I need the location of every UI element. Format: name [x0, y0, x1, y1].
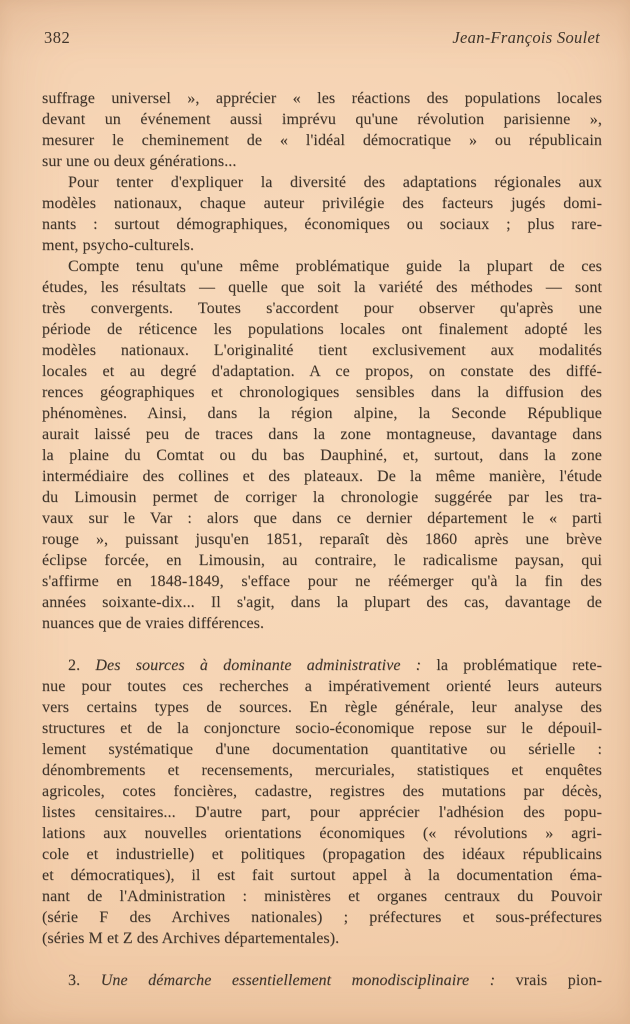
text-line: [42, 571, 602, 592]
page-number: 382: [44, 28, 71, 47]
text-segment: période de réticence les populations locales ont finalement adopté les: [42, 321, 602, 338]
text-line: [42, 886, 602, 907]
text-line: [42, 424, 602, 445]
text-segment: vrais pion-: [495, 972, 602, 989]
text-segment: listes censitaires... D'autre part, pour apprécier l'adhésion des popu-: [42, 804, 602, 821]
text-segment: et démocratiques), il est fait surtout appel à la documentation éma-: [42, 867, 602, 884]
text-line: [42, 802, 602, 823]
text-segment: du Limousin permet de corriger la chronologie suggérée par les tra-: [42, 489, 602, 506]
text-line: [42, 340, 602, 361]
page-header: [0, 0, 630, 48]
text-segment: études, les résultats — quelle que soit la variété des méthodes — sont: [42, 279, 602, 296]
text-segment: structures et de la conjoncture socio-économique repose sur le dépouil-: [42, 720, 602, 737]
text-segment: modèles nationaux, chaque auteur privilégie des facteurs jugés domi-: [42, 195, 602, 212]
text-line: [42, 88, 602, 109]
text-segment: dénombrements et recensements, mercuriales, statistiques et enquêtes: [42, 762, 602, 779]
text-line: [42, 550, 602, 571]
text-segment: (série F des Archives nationales) ; préfectures et sous-préfectures: [42, 909, 602, 926]
text-segment: aurait laissé peu de traces dans la zone montagneuse, davantage dans: [42, 426, 602, 443]
paragraph: [42, 172, 602, 256]
text-line: [42, 487, 602, 508]
text-segment: lations aux nouvelles orientations économiques (« révolutions » agri-: [42, 825, 602, 842]
paragraph: [42, 655, 602, 949]
text-line: [42, 655, 602, 676]
text-line: [42, 193, 602, 214]
text-line: [42, 109, 602, 130]
text-line: [42, 403, 602, 424]
text-line: [42, 382, 602, 403]
text-segment: nants : surtout démographiques, économiques ou sociaux ; plus rare-: [42, 216, 602, 233]
text-line: [42, 592, 602, 613]
text-line: [42, 970, 602, 991]
text-column: [42, 88, 602, 991]
text-line: [42, 781, 602, 802]
text-segment: Compte tenu qu'une même problématique guide la plupart de ces: [68, 258, 602, 275]
text-line: [42, 256, 602, 277]
paragraph: [42, 256, 602, 634]
text-line: [42, 172, 602, 193]
text-segment: 2.: [68, 657, 96, 674]
text-segment: devant un événement aussi imprévu qu'une révolution parisienne »,: [42, 111, 602, 128]
paragraph: [42, 970, 602, 991]
italic-text-segment: Des sources à dominante administrative :: [95, 657, 422, 674]
text-line: [42, 319, 602, 340]
text-segment: (séries M et Z des Archives départementales).: [42, 930, 340, 947]
text-segment: agricoles, cotes foncières, cadastre, registres des mutations par décès,: [42, 783, 602, 800]
text-line: [42, 361, 602, 382]
text-segment: 3.: [68, 972, 101, 989]
text-line: [42, 277, 602, 298]
text-line: [42, 613, 602, 634]
text-segment: lement systématique d'une documentation quantitative ou sérielle :: [42, 741, 602, 758]
text-segment: la problématique rete-: [421, 657, 602, 674]
text-line: [42, 298, 602, 319]
text-segment: mesurer le cheminement de « l'idéal démocratique » ou républicain: [42, 132, 602, 149]
text-line: [42, 823, 602, 844]
text-line: [42, 928, 602, 949]
text-line: [42, 508, 602, 529]
italic-text-segment: Une démarche essentiellement monodisciplinaire :: [100, 972, 496, 989]
text-segment: éclipse forcée, en Limousin, au contraire, le radicalisme paysan, qui: [42, 552, 602, 569]
text-segment: locales et au degré d'adaptation. A ce propos, on constate des diffé-: [42, 363, 602, 380]
text-segment: vers certains types de sources. En règle générale, leur analyse des: [42, 699, 602, 716]
text-line: [42, 151, 602, 172]
text-line: [42, 466, 602, 487]
paragraph: [42, 88, 602, 172]
text-segment: phénomènes. Ainsi, dans la région alpine, la Seconde République: [42, 405, 602, 422]
text-line: [42, 235, 602, 256]
text-segment: s'affirme en 1848-1849, s'efface pour ne réémerger qu'à la fin des: [42, 573, 602, 590]
text-line: [42, 760, 602, 781]
text-segment: Pour tenter d'expliquer la diversité des adaptations régionales aux: [68, 174, 602, 191]
text-segment: rouge », puissant jusqu'en 1851, reparaît dès 1860 après une brève: [42, 531, 602, 548]
text-line: [42, 130, 602, 151]
text-segment: intermédiaire des collines et des plateaux. De la même manière, l'étude: [42, 468, 602, 485]
text-segment: sur une ou deux générations...: [42, 153, 237, 170]
text-segment: nue pour toutes ces recherches a impérativement orienté leurs auteurs: [42, 678, 602, 695]
text-line: [42, 718, 602, 739]
text-line: [42, 907, 602, 928]
text-segment: suffrage universel », apprécier « les réactions des populations locales: [42, 90, 602, 107]
text-segment: très convergents. Toutes s'accordent pour observer qu'après une: [42, 300, 602, 317]
text-segment: nant de l'Administration : ministères et organes centraux du Pouvoir: [42, 888, 602, 905]
text-line: [42, 676, 602, 697]
text-line: [42, 445, 602, 466]
text-segment: rences géographiques et chronologiques sensibles dans la diffusion des: [42, 384, 602, 401]
text-segment: années soixante-dix... Il s'agit, dans la plupart des cas, davantage de: [42, 594, 602, 611]
text-segment: ment, psycho-culturels.: [42, 237, 195, 254]
text-segment: cole et industrielle) et politiques (propagation des idéaux républicains: [42, 846, 602, 863]
text-segment: la plaine du Comtat ou du bas Dauphiné, et, surtout, dans la zone: [42, 447, 602, 464]
running-title: Jean-François Soulet: [452, 28, 600, 47]
text-line: [42, 844, 602, 865]
text-line: [42, 529, 602, 550]
text-segment: vaux sur le Var : alors que dans ce dernier département le « parti: [42, 510, 602, 527]
text-segment: nuances que de vraies différences.: [42, 615, 265, 632]
text-line: [42, 214, 602, 235]
text-line: [42, 697, 602, 718]
text-segment: modèles nationaux. L'originalité tient exclusivement aux modalités: [42, 342, 602, 359]
text-line: [42, 865, 602, 886]
text-line: [42, 739, 602, 760]
